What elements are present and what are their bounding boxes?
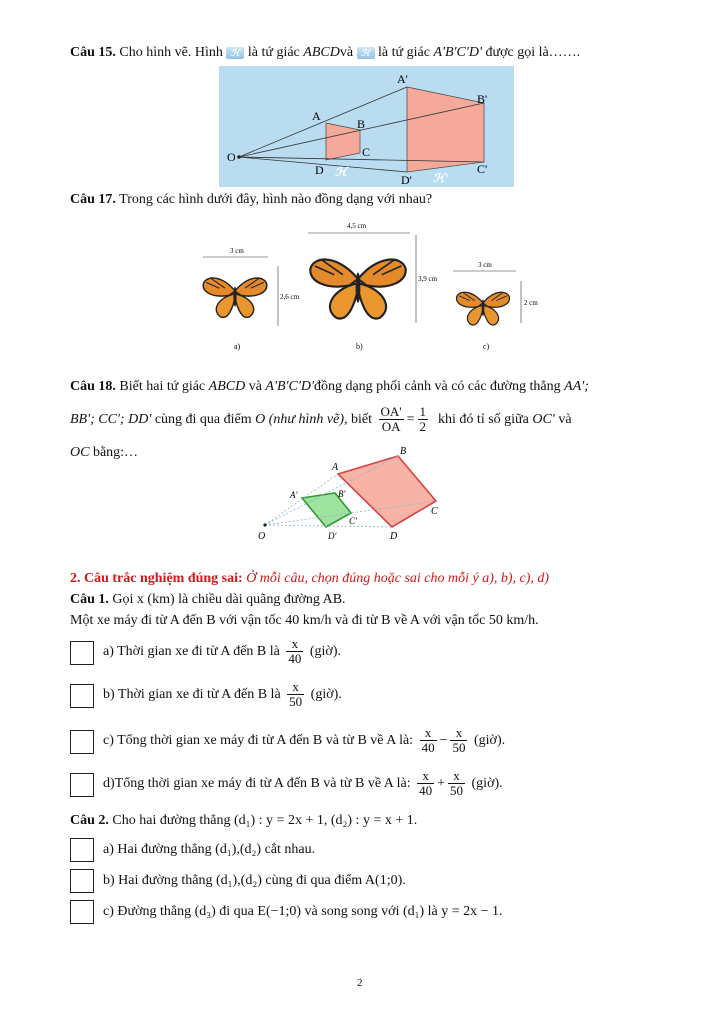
label-d-prime: D' <box>401 173 412 187</box>
page-number: 2 <box>357 977 363 989</box>
label-c: C <box>362 145 371 159</box>
c1-c-checkbox[interactable] <box>70 730 94 754</box>
point-o-18 <box>263 523 266 526</box>
q18-aa: AA'; <box>564 379 589 394</box>
q18-label: Câu 18. <box>70 379 116 394</box>
label-d-prime-18: D' <box>328 531 337 541</box>
q17-question: Trong các hình dưới đây, hình nào đồng dạng với nhau? <box>119 192 433 207</box>
c2-a-statement: a) Hai đường thẳng (d₁),(d₂) cắt nhau. <box>103 842 316 857</box>
c2-c-checkbox[interactable] <box>70 900 94 924</box>
label-c-prime: C' <box>477 162 488 176</box>
label-b-18: B <box>400 446 407 457</box>
label-o: O <box>227 150 236 164</box>
label-o-18: O <box>258 531 266 542</box>
label-h: ℋ <box>335 165 347 179</box>
dim-h-c: 2 cm <box>524 299 538 307</box>
q17-label: Câu 17. <box>70 192 116 207</box>
c1-line2: Một xe máy đi từ A đến B với vận tốc 40 km/h và đi từ B về A với vận tốc 50 km/h. <box>70 613 539 628</box>
dim-h-b: 3,9 cm <box>418 275 438 283</box>
q18-t1: Biết hai tứ giác <box>119 379 206 394</box>
c2-label: Câu 2. <box>70 813 109 828</box>
dim-h-a: 2,6 cm <box>280 293 300 301</box>
q18-l2e: khi đó tỉ số giữa <box>438 412 529 427</box>
section-2-title: 2. Câu trắc nghiệm đúng sai: <box>70 571 243 586</box>
frac-x-40: $\frac{x}{40}$ <box>288 636 302 667</box>
q18-eq: = <box>406 412 415 427</box>
label-a-prime: A' <box>397 72 408 86</box>
butterfly-b <box>310 260 405 319</box>
c2-b-checkbox[interactable] <box>70 869 94 893</box>
section-2-heading <box>70 570 549 588</box>
butterfly-a <box>203 278 267 317</box>
label-d: D <box>315 163 324 177</box>
q18-abcd: ABCD <box>208 379 246 394</box>
q15-t1: Cho hình vẽ. Hình <box>119 45 223 60</box>
q15-abcd2: A'B'C'D' <box>433 45 482 60</box>
q18-figure <box>250 440 450 546</box>
q18-abcd2: A'B'C'D' <box>265 379 314 394</box>
q15-t3: và <box>339 45 354 60</box>
ratio-oa-fraction: $\frac{OA'}{OA}$ <box>380 404 402 435</box>
label-b-prime: B' <box>477 92 488 106</box>
q18-l2b: cùng đi qua điểm <box>154 412 252 427</box>
label-d-18: D <box>390 531 398 542</box>
label-a-18: A <box>332 462 339 473</box>
q15-t4: là tứ giác <box>378 45 430 60</box>
dim-w-a: 3 cm <box>230 247 244 255</box>
h-prime-figure-icon: ℋ <box>357 47 375 59</box>
section-2-instruction: Ở mỗi câu, chọn đúng hoặc sai cho mỗi ý a), b), c), d) <box>246 571 550 586</box>
c2-a-checkbox[interactable] <box>70 838 94 862</box>
dim-w-b: 4,5 cm <box>347 222 367 230</box>
h-figure-icon: ℋ <box>226 47 244 59</box>
q18-l3: bằng:… <box>92 445 139 460</box>
c1-d-statement: d)Tổng thời gian xe máy đi từ A đến B và từ B về A là: $\frac{x}{40}$ + $\frac{x}{50}$ (giờ). <box>103 768 503 799</box>
q15-text <box>70 44 580 62</box>
c2-question: Cho hai đường thẳng <box>112 813 231 828</box>
q18-o-note: O (như hình vẽ) <box>255 412 345 427</box>
q18-oc-prime: OC' <box>532 412 555 427</box>
caption-c: c) <box>483 342 490 351</box>
label-a: A <box>312 109 321 123</box>
c1-b-checkbox[interactable] <box>70 684 94 708</box>
c1-a-checkbox[interactable] <box>70 641 94 665</box>
label-a-prime-18: A' <box>290 490 298 500</box>
c1-label: Câu 1. <box>70 592 109 607</box>
q18-l2f: và <box>558 412 572 427</box>
c1-d-checkbox[interactable] <box>70 773 94 797</box>
q18-line3 <box>70 444 138 462</box>
q15-label: Câu 15. <box>70 45 116 60</box>
c2-text <box>70 812 417 830</box>
q15-t2: là tứ giác <box>247 45 300 60</box>
point-o <box>237 155 241 159</box>
q18-l2d: , biết <box>344 412 373 427</box>
q17-text <box>70 191 432 209</box>
c1-c-statement: c) Tổng thời gian xe máy đi từ A đến B và từ B về A là: $\frac{x}{40}$ − $\frac{x}{50}$ (giờ). <box>103 725 506 756</box>
c1-question: Gọi x (km) là chiều dài quãng đường AB. <box>112 592 346 607</box>
frac-x-50: $\frac{x}{50}$ <box>289 679 303 710</box>
caption-a: a) <box>234 342 241 351</box>
c1-text <box>70 591 346 609</box>
q18-t3: đồng dạng phối cảnh và có các đường thẳng <box>313 379 561 394</box>
q15-abcd: ABCD <box>303 45 340 60</box>
c2-c-statement: c) Đường thẳng (d₃) đi qua E(−1;0) và song song với (d₁) là y = 2x − 1. <box>103 904 503 919</box>
dim-w-c: 3 cm <box>478 261 492 269</box>
caption-b: b) <box>356 342 363 351</box>
q15-figure <box>219 66 514 187</box>
q18-line1 <box>70 378 589 396</box>
q15-t5: được gọi là……. <box>485 45 581 60</box>
label-b-prime-18: B' <box>338 489 346 499</box>
label-h-prime: ℋ' <box>433 171 449 185</box>
c1-a-statement: a) Thời gian xe đi từ A đến B là $\frac{x}{40}$ (giờ). <box>103 636 341 667</box>
q18-bb-cc-dd: BB'; CC'; DD' <box>70 412 152 427</box>
q17-figure <box>198 211 546 356</box>
label-c-prime-18: C' <box>349 516 357 526</box>
c2-line-d1: (d₁) : y = 2x + 1, <box>233 813 328 828</box>
label-b: B <box>357 117 366 131</box>
c1-b-statement: b) Thời gian xe đi từ A đến B là $\frac{x}{50}$ (giờ). <box>103 679 342 710</box>
butterfly-c <box>456 292 509 325</box>
q18-line2 <box>70 403 572 437</box>
q18-t2: và <box>248 379 262 394</box>
c2-line-d2: (d₂) : y = x + 1. <box>330 813 418 828</box>
q18-oc: OC <box>70 445 90 460</box>
half-fraction: $\frac{1}{2}$ <box>419 404 427 435</box>
c2-b-statement: b) Hai đường thẳng (d₁),(d₂) cùng đi qua điểm A(1;0). <box>103 873 406 888</box>
label-c-18: C <box>431 506 438 517</box>
